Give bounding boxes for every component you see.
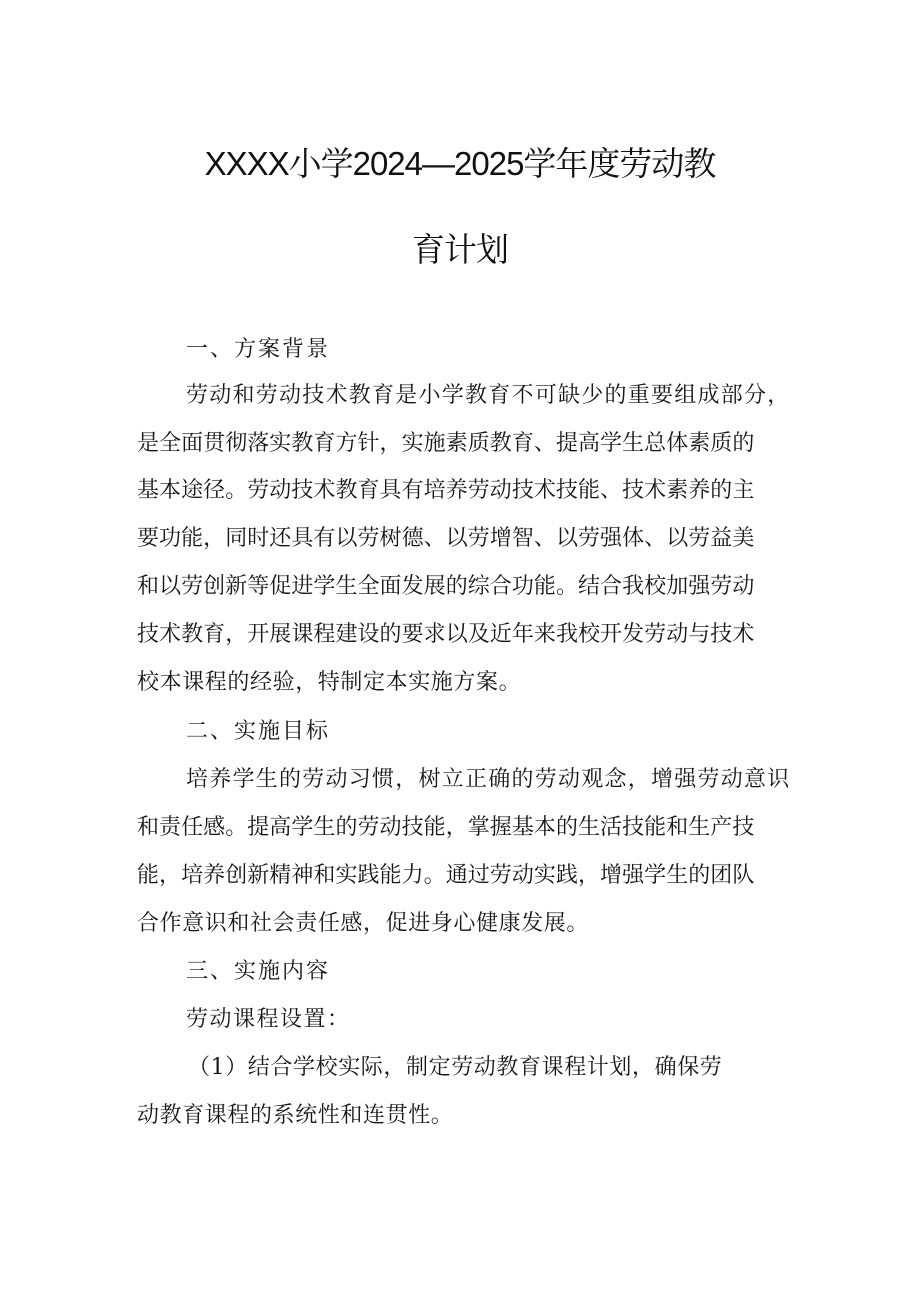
subheading-course-setting: 劳动课程设置： (186, 1007, 351, 1032)
paragraph-line: 培养学生的劳动习惯，树立正确的劳动观念，增强劳动意识 (186, 767, 791, 792)
paragraph-line: 基本途径。劳动技术教育具有培养劳动技术技能、技术素养的主 (137, 478, 755, 503)
document-title-line-2: 育计划 (412, 231, 508, 268)
document-title-line-1: XXXX小学2024—2025学年度劳动教 (204, 145, 716, 182)
paragraph-line: 合作意识和社会责任感，促进身心健康发展。 (137, 911, 590, 936)
list-item-line: 动教育课程的系统性和连贯性。 (137, 1103, 454, 1128)
section-heading-goals: 二、实施目标 (186, 719, 331, 744)
section-heading-background: 一、方案背景 (186, 337, 331, 362)
paragraph-line: 和责任感。提高学生的劳动技能，掌握基本的生活技能和生产技 (137, 815, 755, 840)
paragraph-line: 校本课程的经验，特制定本实施方案。 (137, 670, 522, 695)
paragraph-line: 要功能，同时还具有以劳树德、以劳增智、以劳强体、以劳益美 (137, 526, 755, 551)
paragraph-line: 是全面贯彻落实教育方针，实施素质教育、提高学生总体素质的 (137, 431, 755, 456)
paragraph-line: 劳动和劳动技术教育是小学教育不可缺少的重要组成部分， (186, 383, 791, 408)
list-item-line: （1）结合学校实际，制定劳动教育课程计划，确保劳 (188, 1055, 723, 1080)
section-heading-content: 三、实施内容 (186, 959, 331, 984)
paragraph-line: 能，培养创新精神和实践能力。通过劳动实践，增强学生的团队 (137, 863, 755, 888)
paragraph-line: 技术教育，开展课程建设的要求以及近年来我校开发劳动与技术 (137, 622, 755, 647)
paragraph-line: 和以劳创新等促进学生全面发展的综合功能。结合我校加强劳动 (137, 574, 755, 599)
